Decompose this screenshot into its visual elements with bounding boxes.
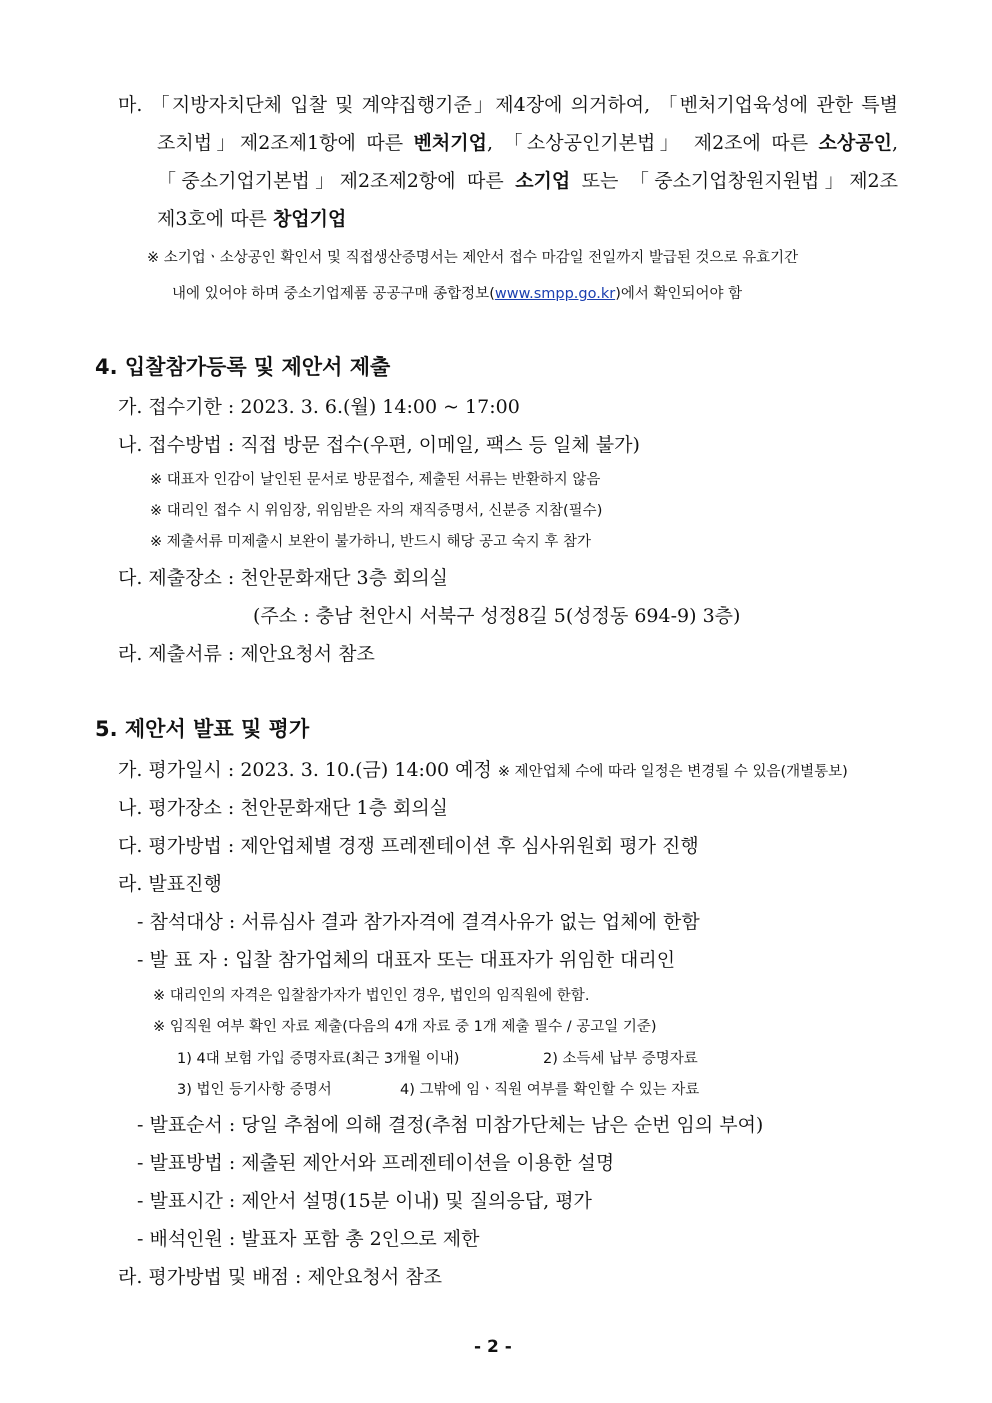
section5-ra: 라. 발표진행 (118, 873, 222, 895)
section4-note-2: ※ 대리인 접수 시 위임장, 위임받은 자의 재직증명서, 신분증 지참(필수) (150, 503, 603, 519)
section5-order: - 발표순서 : 당일 추첨에 의해 결정(추첨 미참가단체는 남은 순번 임의 부여) (137, 1114, 764, 1136)
para-ma-line4 (157, 206, 346, 232)
section4-ga: 가. 접수기한 : 2023. 3. 6.(월) 14:00 ~ 17:00 (118, 396, 520, 418)
section5-staff: - 배석인원 : 발표자 포함 총 2인으로 제한 (137, 1228, 480, 1250)
section4-ra: 라. 제출서류 : 제안요청서 참조 (118, 643, 375, 665)
section4-address: (주소 : 충남 천안시 서북구 성정8길 5(성정동 694-9) 3층) (253, 605, 741, 627)
text: 또는 「중소기업창원지원법」제2조 (570, 170, 898, 192)
smpp-link[interactable]: www.smpp.go.kr (494, 286, 616, 302)
section5-na: 나. 평가장소 : 천안문화재단 1층 회의실 (118, 797, 449, 819)
note-ma-2 (172, 283, 742, 305)
section5-time: - 발표시간 : 제안서 설명(15분 이내) 및 질의응답, 평가 (137, 1190, 592, 1212)
note-ma-1: ※ 소기업ㆍ소상공인 확인서 및 직접생산증명서는 제안서 접수 마감일 전일까지 발급된 것으로 유효기간 (147, 250, 799, 266)
section5-ga (118, 757, 848, 783)
text: , (891, 132, 898, 154)
section5-ra2: 라. 평가방법 및 배점 : 제안요청서 참조 (118, 1266, 442, 1288)
bold-term-small-enterprise: 소기업 (515, 170, 571, 192)
bold-term-small-business-owner: 소상공인 (818, 132, 892, 154)
section4-na: 나. 접수방법 : 직접 방문 접수(우편, 이메일, 팩스 등 일체 불가) (118, 434, 640, 456)
text: 내에 있어야 하며 중소기업제품 공공구매 종합정보( (172, 286, 495, 302)
section5-presenter: - 발 표 자 : 입찰 참가업체의 대표자 또는 대표자가 위임한 대리인 (137, 949, 676, 971)
para-ma-line1: 마. 「지방자치단체 입찰 및 계약집행기준」제4장에 의거하여, 「벤처기업육성에 관한 특별 (118, 94, 898, 116)
section5-title: 5. 제안서 발표 및 평가 (95, 717, 310, 741)
doc-item-3: 3) 법인 등기사항 증명서 (177, 1082, 332, 1098)
text: 가. 평가일시 : 2023. 3. 10.(금) 14:00 예정 (118, 759, 492, 781)
section5-da: 다. 평가방법 : 제안업체별 경쟁 프레젠테이션 후 심사위원회 평가 진행 (118, 835, 699, 857)
section5-presenter-note-1: ※ 대리인의 자격은 입찰참가자가 법인인 경우, 법인의 임직원에 한함. (153, 988, 590, 1004)
section5-attend: - 참석대상 : 서류심사 결과 참가자격에 결격사유가 없는 업체에 한함 (137, 911, 700, 933)
section5-method: - 발표방법 : 제출된 제안서와 프레젠테이션을 이용한 설명 (137, 1152, 615, 1174)
text: )에서 확인되어야 함 (615, 286, 743, 302)
para-ma-line2 (157, 130, 898, 156)
text: , 「소상공인기본법」 제2조에 따른 (486, 132, 819, 154)
bold-term-venture: 벤처기업 (413, 132, 487, 154)
para-ma-line3 (157, 168, 898, 194)
bold-term-startup: 창업기업 (272, 208, 347, 230)
schedule-note: ※ 제안업체 수에 따라 일정은 변경될 수 있음(개별통보) (497, 764, 848, 780)
section5-presenter-note-2: ※ 임직원 여부 확인 자료 제출(다음의 4개 자료 중 1개 제출 필수 / 공고일 기준) (153, 1019, 657, 1035)
section4-note-1: ※ 대표자 인감이 날인된 문서로 방문접수, 제출된 서류는 반환하지 않음 (150, 472, 601, 488)
doc-item-2: 2) 소득세 납부 증명자료 (543, 1051, 698, 1067)
text: 「중소기업기본법」제2조제2항에 따른 (157, 170, 516, 192)
doc-item-4: 4) 그밖에 임ㆍ직원 여부를 확인할 수 있는 자료 (400, 1082, 700, 1098)
doc-item-1: 1) 4대 보험 가입 증명자료(최근 3개월 이내) (177, 1051, 460, 1067)
section4-da: 다. 제출장소 : 천안문화재단 3층 회의실 (118, 567, 449, 589)
text: 조치법」제2조제1항에 따른 (157, 132, 414, 154)
text: 제3호에 따른 (157, 208, 273, 230)
section4-title: 4. 입찰참가등록 및 제안서 제출 (95, 355, 391, 379)
section4-note-3: ※ 제출서류 미제출시 보완이 불가하니, 반드시 해당 공고 숙지 후 참가 (150, 534, 592, 550)
page-number: - 2 - (474, 1337, 512, 1357)
